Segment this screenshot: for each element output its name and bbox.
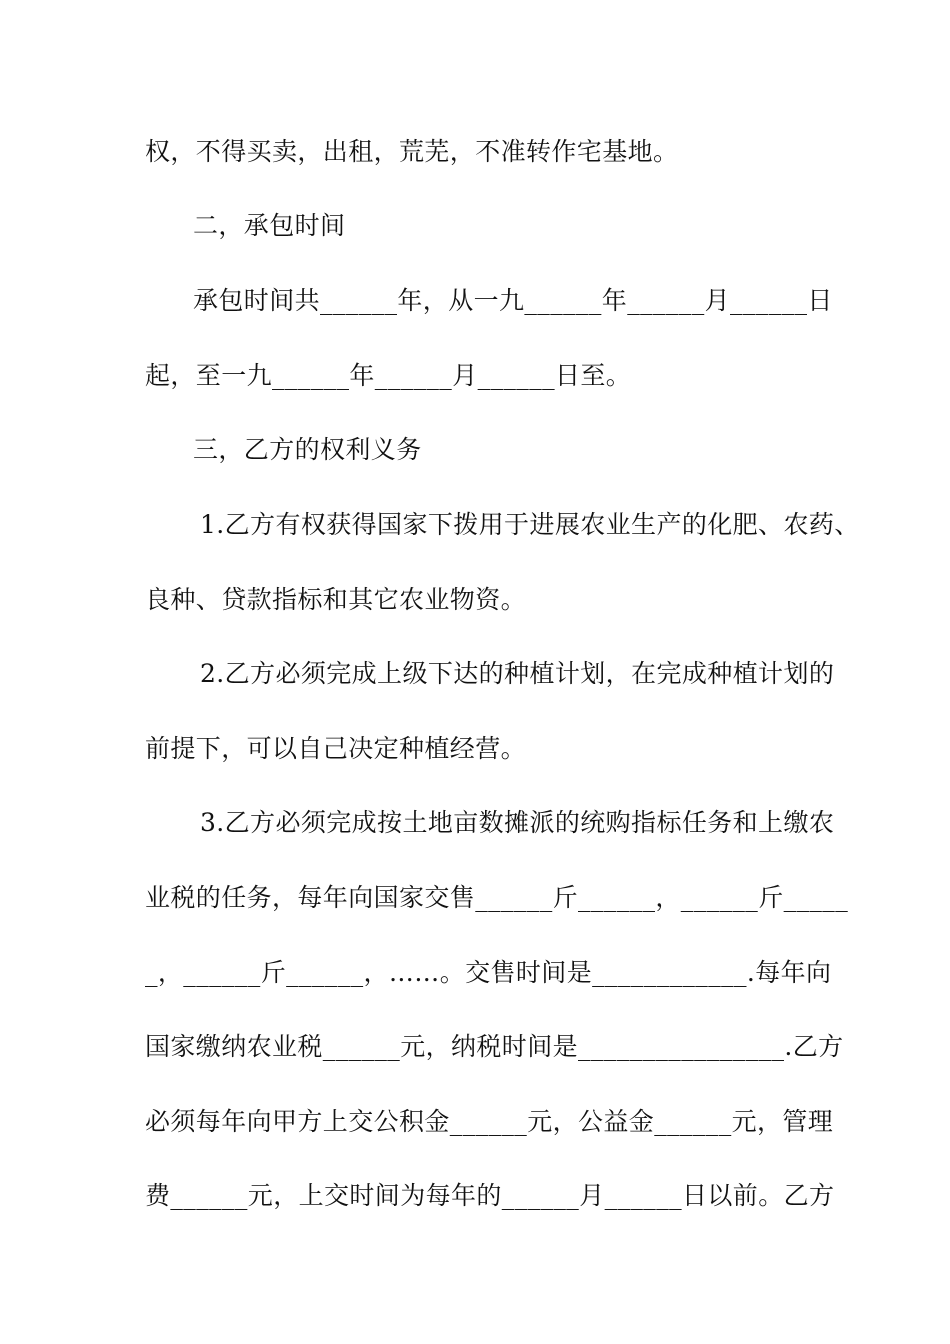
paragraph-line: 1.乙方有权获得国家下拨用于进展农业生产的化肥、农药、 [200,510,860,539]
paragraph-line: 起，至一九______年______月______日至。 [145,361,632,390]
paragraph-line: 3.乙方必须完成按土地亩数摊派的统购指标任务和上缴农 [200,808,835,837]
paragraph-line: 良种、贷款指标和其它农业物资。 [145,585,527,614]
paragraph-line: 国家缴纳农业税______元，纳税时间是________________.乙方 [145,1032,844,1061]
paragraph-line: 费______元，上交时间为每年的______月______日以前。乙方 [145,1181,835,1210]
paragraph-line: 前提下，可以自己决定种植经营。 [145,734,527,763]
section-heading: 三，乙方的权利义务 [193,435,422,464]
paragraph-line: 必须每年向甲方上交公积金______元，公益金______元，管理 [145,1107,834,1136]
paragraph-line: 2.乙方必须完成上级下达的种植计划，在完成种植计划的 [200,659,835,688]
paragraph-line: 承包时间共______年，从一九______年______月______日 [193,286,833,315]
paragraph-line: 业税的任务，每年向国家交售______斤______，______斤_____ [145,883,849,912]
paragraph-line: 权，不得买卖，出租，荒芜，不准转作宅基地。 [145,137,679,166]
section-heading: 二，承包时间 [193,211,346,240]
paragraph-line: _，______斤______，……。交售时间是____________.每年向 [145,958,832,987]
